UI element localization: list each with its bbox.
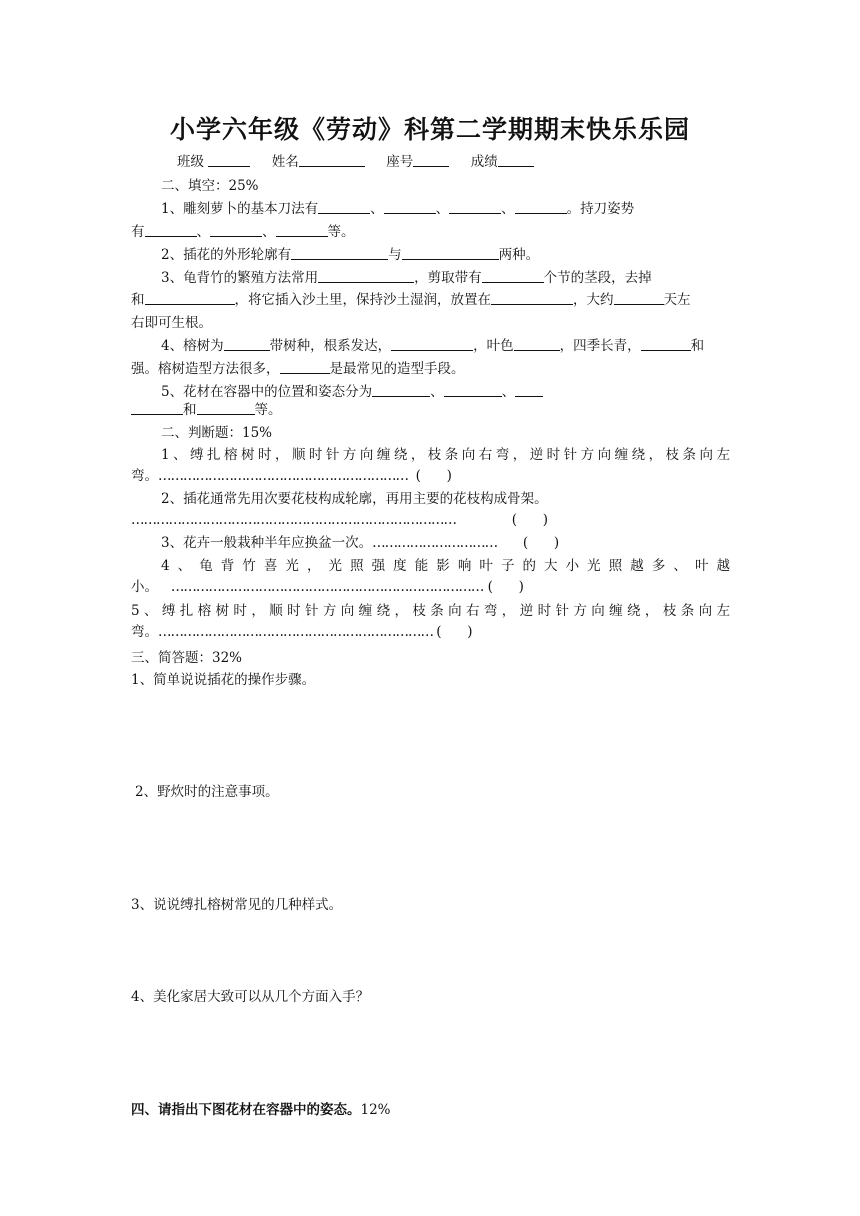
fill-q4-blank-4[interactable] xyxy=(641,338,691,351)
fill-q3-blank-2[interactable] xyxy=(482,270,544,283)
short-heading: 三、简答题：32% xyxy=(131,650,243,666)
fill-q1-blank-6[interactable] xyxy=(210,224,262,237)
class-label: 班级 xyxy=(177,154,204,170)
fill-q2-blank-2[interactable] xyxy=(402,247,499,260)
student-info-row xyxy=(177,154,534,170)
fill-q5-blank-3-cont[interactable] xyxy=(131,402,183,415)
fill-q3-blank-3[interactable] xyxy=(145,292,235,305)
fill-q4-blank-2[interactable] xyxy=(391,338,473,351)
judge-q4-line1: 4、龟背竹喜光，光照强度能影响叶子的大小光照越多、叶越 xyxy=(161,558,730,574)
fill-q5-line2: 和 等。 xyxy=(131,402,282,418)
fill-q1-blank-7[interactable] xyxy=(276,224,328,237)
judge-q4-paren[interactable]: ( ) xyxy=(487,579,524,595)
posture-heading-percent: 12% xyxy=(360,1102,391,1118)
score-blank[interactable] xyxy=(498,154,534,167)
fill-q1-blank-5[interactable] xyxy=(145,224,197,237)
fill-q5-line1: 5、花材在容器中的位置和姿态分为 、 、 xyxy=(161,384,543,400)
short-q2: 2、野炊时的注意事项。 xyxy=(135,784,279,800)
short-q1: 1、简单说说插花的操作步骤。 xyxy=(131,672,316,688)
judge-q1-line2: 弯。…………………………………………………… ( ) xyxy=(131,468,452,484)
fill-q4-line1: 4、榕树为 带树种，根系发达， ，叶色 ，四季长青， 和 xyxy=(161,338,705,354)
fill-q4-blank-1[interactable] xyxy=(224,338,270,351)
posture-heading xyxy=(131,1102,391,1118)
fill-q2-blank-1[interactable] xyxy=(291,247,388,260)
fill-q1-line1: 1、雕刻萝卜的基本刀法有 、 、 、 。持刀姿势 xyxy=(161,201,635,217)
fill-q1-blank-4[interactable] xyxy=(515,201,567,214)
class-blank[interactable] xyxy=(208,154,250,167)
judge-q1-paren[interactable]: ( ) xyxy=(415,468,452,484)
fill-q1-blank-1[interactable] xyxy=(318,201,370,214)
fill-q1-line2: 有 、 、 等。 xyxy=(131,224,355,240)
judge-q2-paren[interactable]: ( ) xyxy=(511,512,549,528)
fill-q5-blank-1[interactable] xyxy=(372,384,430,397)
fill-q5-blank-3[interactable] xyxy=(515,384,543,397)
posture-heading-text: 四、请指出下图花材在容器中的姿态。 xyxy=(131,1102,361,1118)
fill-q2: 2、插花的外形轮廓有 与 两种。 xyxy=(161,247,540,263)
judge-q5-line1: 5、缚扎榕树时，顺时针方向缠绕，枝条向右弯，逆时针方向缠绕，枝条向左 xyxy=(131,603,730,619)
page-title: 小学六年级《劳动》科第二学期期末快乐乐园 xyxy=(169,115,690,144)
judge-heading: 二、判断题：15% xyxy=(161,425,273,441)
fill-q3-blank-1[interactable] xyxy=(318,270,414,283)
fill-q5-blank-2[interactable] xyxy=(444,384,502,397)
seat-label: 座号 xyxy=(386,154,414,170)
judge-q3: 3、花卉一般栽种半年应换盆一次。………………………… ( ) xyxy=(161,535,560,551)
judge-q2-line1: 2、插花通常先用次要花枝构成轮廓，再用主要的花枝构成骨架。 xyxy=(161,491,548,507)
score-label: 成绩 xyxy=(470,154,498,170)
fill-q4-line2: 强。榕树造型方法很多， 是最常见的造型手段。 xyxy=(131,361,465,377)
fill-q3-blank-4[interactable] xyxy=(491,292,573,305)
name-blank[interactable] xyxy=(299,154,365,167)
judge-q1-line1: 1、缚扎榕树时，顺时针方向缠绕，枝条向右弯，逆时针方向缠绕，枝条向左 xyxy=(161,447,730,463)
fill-q1-blank-2[interactable] xyxy=(384,201,436,214)
judge-q3-paren[interactable]: ( ) xyxy=(522,535,560,551)
judge-q2-line2: …………………………………………………………………… ( ) xyxy=(131,512,549,528)
fill-q5-blank-4[interactable] xyxy=(197,402,255,415)
short-q3: 3、说说缚扎榕树常见的几种样式。 xyxy=(131,897,343,913)
judge-q5-paren[interactable]: ( ) xyxy=(436,624,473,640)
fill-q4-blank-3[interactable] xyxy=(514,338,560,351)
fill-q3-line2: 和 ，将它插入沙土里，保持沙土湿润，放置在 ，大约 天左 xyxy=(131,292,691,308)
fill-q4-blank-5[interactable] xyxy=(280,361,330,374)
name-label: 姓名 xyxy=(271,154,299,170)
short-q4: 4、美化家居大致可以从几个方面入手？ xyxy=(131,989,370,1005)
fill-q3-line1: 3、龟背竹的繁殖方法常用 ，剪取带有 个节的茎段，去掉 xyxy=(161,270,652,286)
seat-blank[interactable] xyxy=(413,154,449,167)
fill-heading: 二、填空：25% xyxy=(161,178,259,194)
judge-q4-line2: 小。 ………………………………………………………………… ( ) xyxy=(131,579,524,595)
judge-q5-line2: 弯。………………………………………………………… ( ) xyxy=(131,624,473,640)
fill-q1-blank-3[interactable] xyxy=(449,201,501,214)
fill-q3-line3: 右即可生根。 xyxy=(131,315,212,331)
fill-q3-blank-5[interactable] xyxy=(614,292,664,305)
